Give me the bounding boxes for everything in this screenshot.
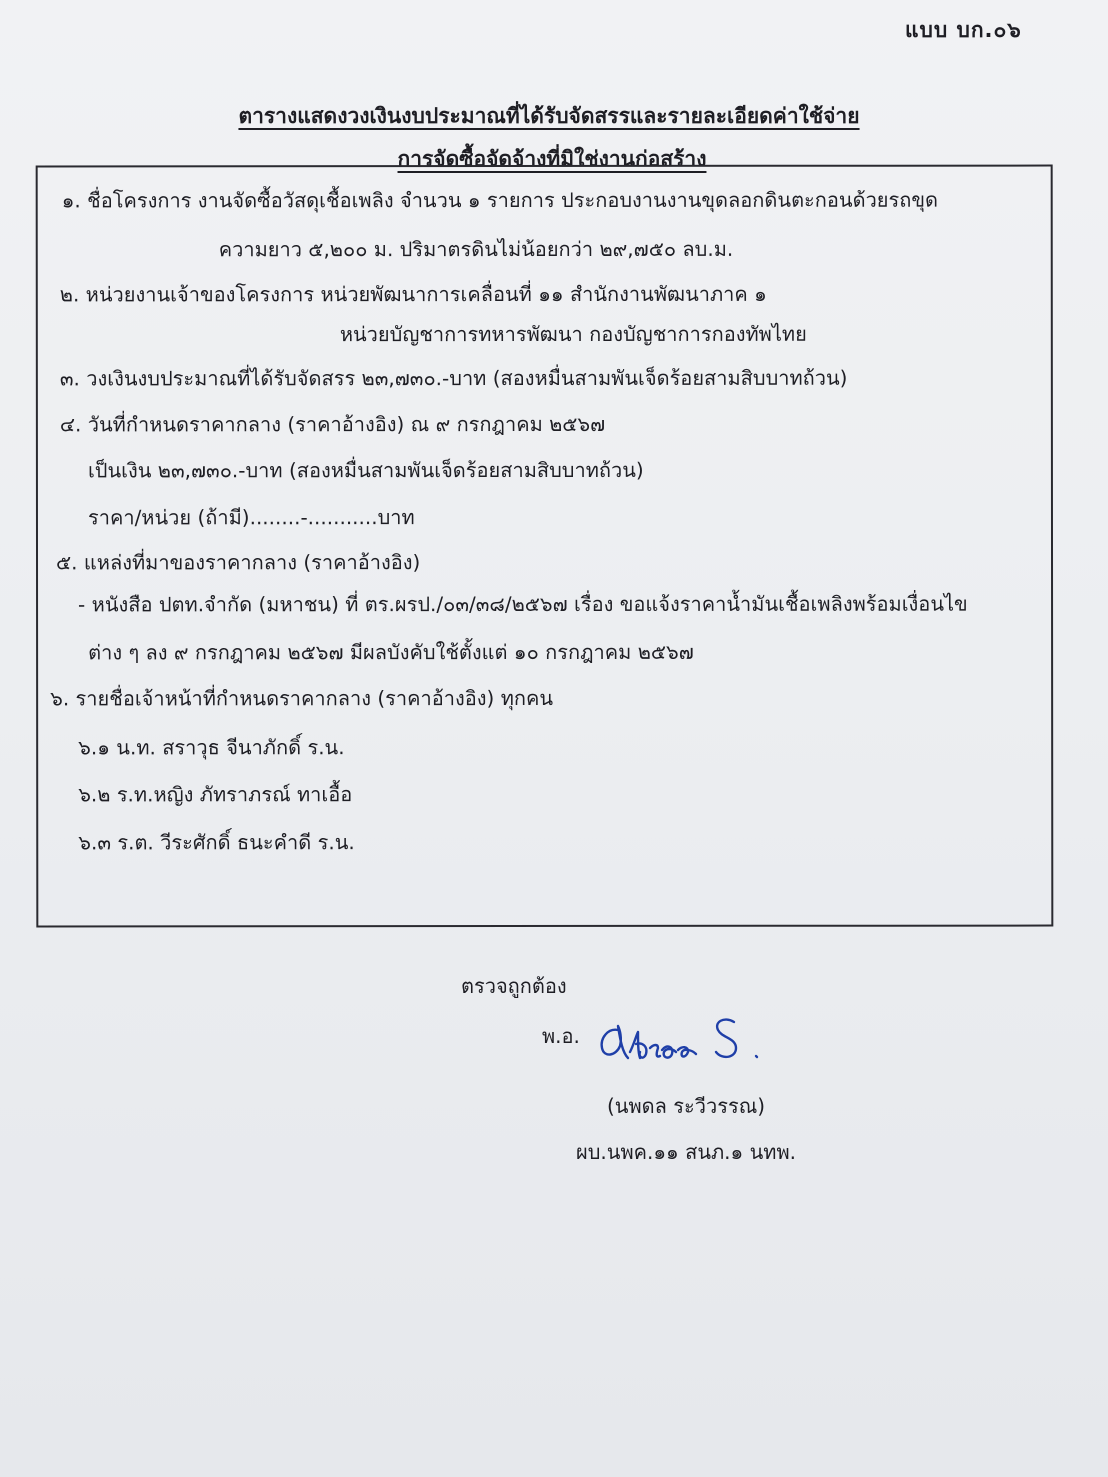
item-5-price-source: ๕. แหล่งที่มาของราคากลาง (ราคาอ้างอิง): [56, 550, 421, 575]
details-box: [36, 165, 1054, 928]
item-1-project-detail: ความยาว ๕,๒๐๐ ม. ปริมาตรดินไม่น้อยกว่า ๒๙,๗๕๐ ลบ.ม.: [218, 236, 734, 262]
signer-rank: พ.อ.: [542, 1024, 580, 1048]
item-5-source-date: ต่าง ๆ ลง ๙ กรกฎาคม ๒๕๖๗ มีผลบังคับใช้ตั้งแต่ ๑๐ กรกฎาคม ๒๕๖๗: [88, 639, 694, 665]
document-title: ตารางแสดงวงเงินงบประมาณที่ได้รับจัดสรรและรายละเอียดค่าใช้จ่าย: [238, 104, 860, 128]
officer-1: ๖.๑ น.ท. สราวุธ จีนาภักดิ์ ร.น.: [78, 735, 345, 760]
item-6-officers: ๖. รายชื่อเจ้าหน้าที่กำหนดราคากลาง (ราคาอ้างอิง) ทุกคน: [50, 685, 554, 711]
item-3-budget: ๓. วงเงินงบประมาณที่ได้รับจัดสรร ๒๓,๗๓๐.-บาท (สองหมื่นสามพันเจ็ดร้อยสามสิบบาทถ้วน): [59, 365, 848, 391]
document-subtitle: การจัดซื้อจัดจ้างที่มิใช่งานก่อสร้าง: [397, 147, 707, 171]
item-4-reference-date: ๔. วันที่กำหนดราคากลาง (ราคาอ้างอิง) ณ ๙ กรกฎาคม ๒๕๖๗: [59, 411, 606, 437]
item-2-owner-unit: ๒. หน่วยงานเจ้าของโครงการ หน่วยพัฒนาการเคลื่อนที่ ๑๑ สำนักงานพัฒนาภาค ๑: [59, 281, 767, 307]
item-4-unit-price: ราคา/หน่วย (ถ้ามี)........-...........บาท: [87, 505, 415, 530]
certified-label: ตรวจถูกต้อง: [461, 974, 567, 998]
item-5-source-letter: - หนังสือ ปตท.จำกัด (มหาชน) ที่ ตร.ผรป./๐๓/๓๘/๒๕๖๗ เรื่อง ขอแจ้งราคาน้ำมันเชื้อเพลิงพร้อมเงื่อนไข: [78, 591, 968, 617]
handwritten-signature: [596, 1008, 776, 1076]
item-4-amount: เป็นเงิน ๒๓,๗๓๐.-บาท (สองหมื่นสามพันเจ็ดร้อยสามสิบบาทถ้วน): [87, 457, 644, 483]
officer-2: ๖.๒ ร.ท.หญิง ภัทราภรณ์ ทาเอื้อ: [78, 782, 353, 807]
item-1-project-name: ๑. ชื่อโครงการ งานจัดซื้อวัสดุเชื้อเพลิง จำนวน ๑ รายการ ประกอบงานงานขุดลอกดินตะกอนด้วยรถขุด: [61, 187, 939, 213]
officer-3: ๖.๓ ร.ต. วีระศักดิ์ ธนะคำดี ร.น.: [78, 830, 355, 855]
signer-name: (นพดล ระวีวรรณ): [607, 1094, 766, 1118]
item-2-owner-command: หน่วยบัญชาการทหารพัฒนา กองบัญชาการกองทัพไทย: [339, 321, 807, 347]
signer-position: ผบ.นพค.๑๑ สนภ.๑ นทพ.: [576, 1140, 796, 1164]
form-code: แบบ บก.๐๖: [905, 18, 1022, 42]
